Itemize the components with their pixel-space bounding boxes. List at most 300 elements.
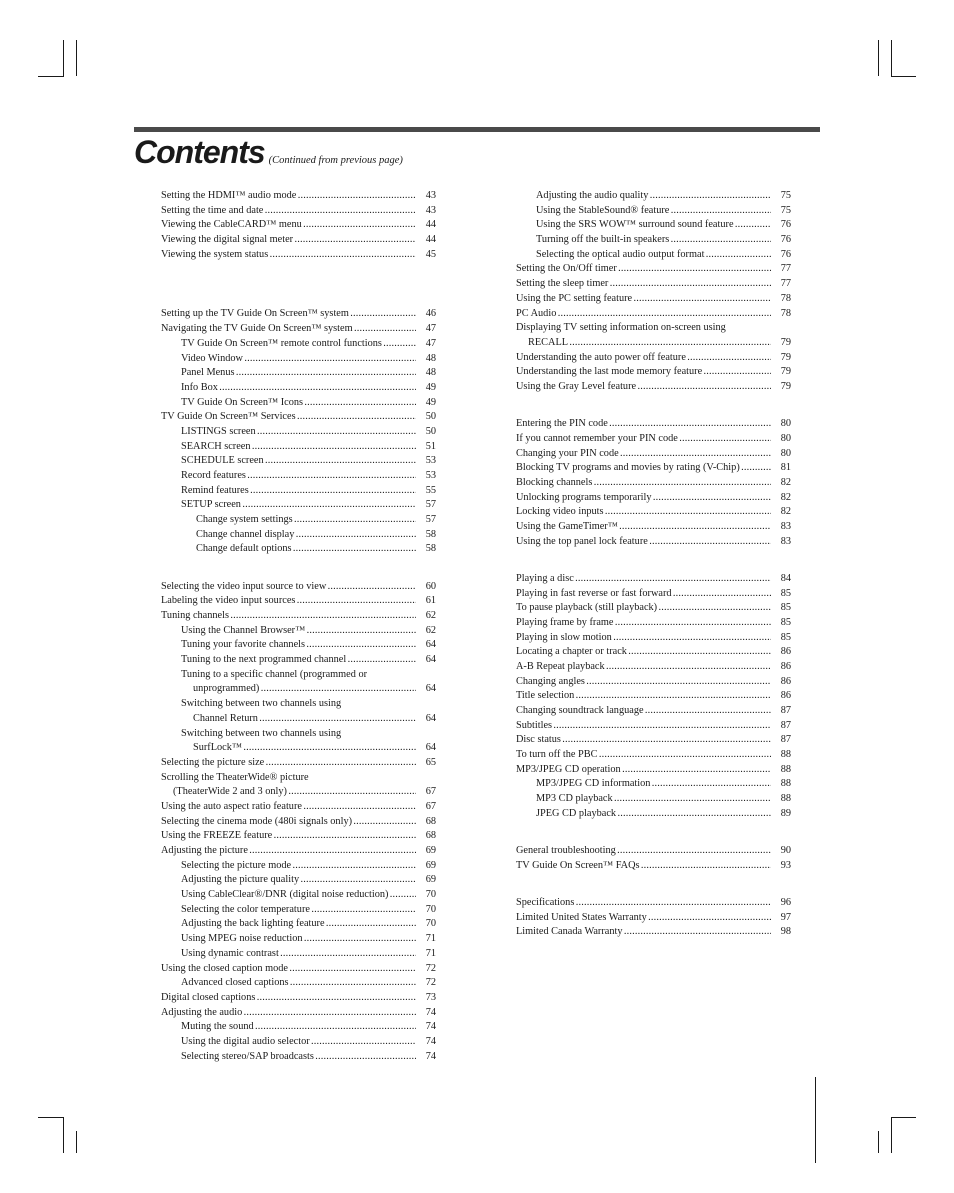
toc-entry[interactable] bbox=[516, 660, 791, 675]
toc-entry-page: 45 bbox=[425, 248, 436, 260]
toc-entry-page: 70 bbox=[425, 889, 436, 901]
toc-entry-page: 53 bbox=[425, 470, 436, 481]
toc-entry-title: Changing your PIN code . . . bbox=[516, 447, 771, 462]
toc-entry[interactable] bbox=[161, 727, 436, 742]
section-gap bbox=[516, 873, 791, 896]
toc-entry-title: Navigating the TV Guide On Screen™ system . . . bbox=[161, 322, 416, 337]
toc-entry-page: 62 bbox=[425, 624, 436, 636]
crop-mark bbox=[878, 1131, 879, 1153]
toc-entry-title: A-B Repeat playback . . . bbox=[516, 660, 771, 675]
toc-entry-page: 65 bbox=[425, 756, 436, 768]
toc-entry[interactable] bbox=[516, 321, 791, 336]
toc-entry[interactable] bbox=[161, 653, 436, 668]
toc-entry-title: TV Guide On Screen™ Icons . . . bbox=[181, 396, 416, 411]
toc-entry[interactable] bbox=[516, 675, 791, 690]
toc-entry-title: Viewing the digital signal meter . . . bbox=[161, 233, 416, 248]
toc-entry-title: Title selection . . . bbox=[516, 689, 771, 704]
toc-entry[interactable] bbox=[161, 1006, 436, 1021]
toc-entry-page: 93 bbox=[780, 859, 791, 871]
toc-entry[interactable] bbox=[161, 638, 436, 653]
toc-entry[interactable] bbox=[161, 844, 436, 859]
toc-entry-page: 74 bbox=[425, 1035, 436, 1047]
toc-column-right bbox=[516, 189, 791, 940]
toc-entry-title: Adjusting the audio . . . bbox=[161, 1006, 416, 1021]
toc-entry-title: Adjusting the picture . . . bbox=[161, 844, 416, 859]
toc-entry-title: PC Audio . . . bbox=[516, 307, 771, 322]
toc-entry-page: 49 bbox=[425, 381, 436, 393]
toc-entry[interactable] bbox=[161, 800, 436, 815]
toc-column-left bbox=[161, 189, 436, 1064]
toc-entry-page: 80 bbox=[780, 432, 791, 444]
toc-entry-title: Blocking channels . . . bbox=[516, 476, 771, 491]
toc-entry[interactable] bbox=[516, 505, 791, 520]
toc-entry-page: 80 bbox=[780, 447, 791, 459]
toc-entry[interactable] bbox=[161, 903, 436, 918]
toc-entry-page: 75 bbox=[780, 190, 791, 201]
toc-entry-title: Tuning channels . . . bbox=[161, 609, 416, 624]
toc-entry-title: MP3/JPEG CD information . . . bbox=[536, 777, 771, 792]
toc-entry[interactable] bbox=[161, 425, 436, 440]
crop-mark bbox=[63, 1117, 64, 1153]
toc-entry-page: 64 bbox=[425, 639, 436, 651]
toc-entry-page: 77 bbox=[780, 278, 791, 290]
toc-entry[interactable] bbox=[161, 410, 436, 425]
toc-entry-title: Selecting the video input source to view . . . bbox=[161, 580, 416, 595]
toc-entry-page: 43 bbox=[425, 190, 436, 201]
toc-entry[interactable] bbox=[161, 1050, 436, 1065]
toc-entry[interactable] bbox=[161, 396, 436, 411]
toc-entry-page: 84 bbox=[780, 572, 791, 584]
toc-entry-title: JPEG CD playback . . . bbox=[536, 807, 771, 822]
toc-entry-page: 60 bbox=[425, 580, 436, 592]
toc-entry[interactable] bbox=[161, 484, 436, 499]
toc-entry-title: Turning off the built-in speakers . . . bbox=[536, 233, 771, 248]
toc-entry-title: Playing a disc . . . bbox=[516, 572, 771, 587]
section-gap bbox=[161, 285, 436, 308]
toc-entry[interactable] bbox=[161, 682, 436, 697]
toc-entry-page: 79 bbox=[780, 336, 791, 348]
title-rule bbox=[134, 127, 820, 132]
toc-entry-title: SETUP screen . . . bbox=[181, 498, 416, 513]
toc-entry-title: Info Box . . . bbox=[181, 381, 416, 396]
toc-entry-page: 79 bbox=[780, 380, 791, 392]
toc-entry-title: Selecting stereo/SAP broadcasts . . . bbox=[181, 1050, 416, 1065]
toc-entry-page: 51 bbox=[425, 440, 436, 452]
toc-entry[interactable] bbox=[161, 204, 436, 219]
toc-entry[interactable] bbox=[161, 469, 436, 484]
toc-entry-title: Using the SRS WOW™ surround sound feature . . . bbox=[536, 218, 771, 233]
toc-entry-title: Selecting the optical audio output format . . . bbox=[536, 248, 771, 263]
toc-entry-page: 76 bbox=[780, 234, 791, 246]
toc-entry-title: Setting the HDMI™ audio mode . . . bbox=[161, 189, 416, 204]
toc-entry-page: 72 bbox=[425, 977, 436, 989]
toc-entry-page: 76 bbox=[780, 219, 791, 231]
toc-entry[interactable] bbox=[161, 932, 436, 947]
toc-entry-title: Blocking TV programs and movies by rating (V-Chip) . . . bbox=[516, 461, 771, 476]
toc-entry-page: 85 bbox=[780, 587, 791, 599]
toc-entry[interactable] bbox=[516, 704, 791, 719]
toc-entry[interactable] bbox=[161, 322, 436, 337]
toc-entry-title: TV Guide On Screen™ FAQs . . . bbox=[516, 859, 771, 874]
toc-entry[interactable] bbox=[161, 756, 436, 771]
toc-entry[interactable] bbox=[516, 601, 791, 616]
toc-entry-title: Change channel display . . . bbox=[196, 528, 416, 543]
toc-entry-page: 64 bbox=[425, 742, 436, 754]
crop-mark bbox=[878, 40, 879, 76]
toc-entry-page: 88 bbox=[780, 763, 791, 775]
toc-entry-page: 82 bbox=[780, 476, 791, 488]
toc-entry[interactable] bbox=[161, 542, 436, 557]
toc-entry-title: TV Guide On Screen™ Services . . . bbox=[161, 410, 416, 425]
toc-entry-title: Viewing the CableCARD™ menu . . . bbox=[161, 218, 416, 233]
toc-entry-page: 74 bbox=[425, 1006, 436, 1018]
toc-entry[interactable] bbox=[516, 204, 791, 219]
toc-entry[interactable] bbox=[161, 917, 436, 932]
toc-entry-title: Using the digital audio selector . . . bbox=[181, 1035, 416, 1050]
toc-entry-page: 44 bbox=[425, 219, 436, 231]
toc-entry[interactable] bbox=[516, 792, 791, 807]
toc-entry[interactable] bbox=[161, 307, 436, 322]
toc-entry-title: Changing soundtrack language . . . bbox=[516, 704, 771, 719]
toc-entry-title: Tuning your favorite channels . . . bbox=[181, 638, 416, 653]
toc-entry-title: Selecting the picture size . . . bbox=[161, 756, 416, 771]
toc-entry[interactable] bbox=[516, 417, 791, 432]
toc-entry-title: Using the top panel lock feature . . . bbox=[516, 535, 771, 550]
toc-entry-page: 48 bbox=[425, 367, 436, 379]
toc-entry-title: SurfLock™ . . . bbox=[193, 741, 416, 756]
toc-entry-page: 86 bbox=[780, 675, 791, 687]
toc-entry[interactable] bbox=[161, 697, 436, 712]
toc-entry-title: Adjusting the back lighting feature . . . bbox=[181, 917, 416, 932]
toc-entry-title: RECALL . . . bbox=[528, 336, 771, 351]
toc-entry-title: Using CableClear®/DNR (digital noise reduction) . . . bbox=[181, 888, 416, 903]
toc-entry-page: 62 bbox=[425, 610, 436, 621]
toc-entry-page: 81 bbox=[780, 462, 791, 474]
toc-entry[interactable] bbox=[516, 844, 791, 859]
section-gap bbox=[516, 549, 791, 572]
section-gap bbox=[161, 557, 436, 580]
toc-entry-page: 88 bbox=[780, 749, 791, 761]
toc-entry-page: 64 bbox=[425, 683, 436, 695]
toc-entry-page: 88 bbox=[780, 793, 791, 805]
toc-entry[interactable] bbox=[161, 189, 436, 204]
toc-entry-title: Channel Return . . . bbox=[193, 712, 416, 727]
toc-entry-title: LISTINGS screen . . . bbox=[181, 425, 416, 440]
toc-entry[interactable] bbox=[516, 587, 791, 602]
toc-entry[interactable] bbox=[516, 896, 791, 911]
toc-entry-page: 58 bbox=[425, 543, 436, 555]
toc-entry-title: Labeling the video input sources . . . bbox=[161, 594, 416, 609]
toc-entry[interactable] bbox=[516, 476, 791, 491]
toc-entry[interactable] bbox=[516, 292, 791, 307]
toc-entry-title: Using the closed caption mode . . . bbox=[161, 962, 416, 977]
toc-entry-title: Specifications . . . bbox=[516, 896, 771, 911]
toc-entry-page: 50 bbox=[425, 411, 436, 423]
toc-entry[interactable] bbox=[516, 365, 791, 380]
toc-entry[interactable] bbox=[516, 218, 791, 233]
toc-entry-page: 58 bbox=[425, 528, 436, 540]
toc-entry-title: SEARCH screen . . . bbox=[181, 440, 416, 455]
toc-entry-page: 44 bbox=[425, 234, 436, 246]
toc-entry-page: 69 bbox=[425, 874, 436, 886]
toc-entry-title: MP3 CD playback . . . bbox=[536, 792, 771, 807]
toc-entry-page: 61 bbox=[425, 595, 436, 607]
toc-entry-title: TV Guide On Screen™ remote control functions . . . bbox=[181, 337, 416, 352]
page-header bbox=[134, 134, 403, 171]
toc-entry-title: Using the StableSound® feature . . . bbox=[536, 204, 771, 219]
toc-entry[interactable] bbox=[516, 733, 791, 748]
toc-entry-page: 86 bbox=[780, 660, 791, 672]
toc-entry[interactable] bbox=[161, 947, 436, 962]
toc-entry[interactable] bbox=[161, 712, 436, 727]
toc-entry-title: Adjusting the picture quality . . . bbox=[181, 873, 416, 888]
toc-entry-page: 85 bbox=[780, 616, 791, 628]
toc-entry-page: 88 bbox=[780, 778, 791, 790]
toc-entry-title: Tuning to a specific channel (programmed or bbox=[181, 668, 368, 680]
crop-mark bbox=[76, 40, 77, 76]
toc-entry-title: Viewing the system status . . . bbox=[161, 248, 416, 263]
toc-entry-page: 57 bbox=[425, 514, 436, 526]
toc-entry[interactable] bbox=[516, 631, 791, 646]
toc-entry[interactable] bbox=[161, 609, 436, 624]
toc-entry-page: 69 bbox=[425, 845, 436, 856]
toc-entry[interactable] bbox=[516, 777, 791, 792]
toc-entry-page: 70 bbox=[425, 918, 436, 930]
toc-entry[interactable] bbox=[161, 962, 436, 977]
toc-entry[interactable] bbox=[161, 1035, 436, 1050]
toc-entry[interactable] bbox=[161, 580, 436, 595]
toc-entry-title: Digital closed captions . . . bbox=[161, 991, 416, 1006]
toc-entry[interactable] bbox=[161, 888, 436, 903]
toc-entry-page: 78 bbox=[780, 292, 791, 304]
toc-entry-title: Using the Channel Browser™ . . . bbox=[181, 624, 416, 639]
toc-entry[interactable] bbox=[516, 925, 791, 940]
toc-entry-title: Advanced closed captions . . . bbox=[181, 976, 416, 991]
toc-entry[interactable] bbox=[161, 976, 436, 991]
toc-entry-title: Using the PC setting feature . . . bbox=[516, 292, 771, 307]
crop-mark bbox=[38, 76, 64, 77]
toc-entry-page: 80 bbox=[780, 418, 791, 430]
toc-entry-page: 73 bbox=[425, 991, 436, 1003]
toc-entry-page: 68 bbox=[425, 830, 436, 842]
toc-entry-page: 86 bbox=[780, 690, 791, 702]
toc-entry-page: 64 bbox=[425, 654, 436, 666]
toc-entry-page: 64 bbox=[425, 712, 436, 724]
toc-entry[interactable] bbox=[516, 491, 791, 506]
toc-entry-page: 57 bbox=[425, 499, 436, 511]
crop-mark bbox=[63, 40, 64, 76]
toc-entry-page: 75 bbox=[780, 204, 791, 216]
toc-entry[interactable] bbox=[161, 218, 436, 233]
toc-entry[interactable] bbox=[516, 520, 791, 535]
toc-entry-page: 48 bbox=[425, 352, 436, 364]
toc-entry[interactable] bbox=[161, 785, 436, 800]
toc-entry[interactable] bbox=[161, 624, 436, 639]
margin-rule bbox=[815, 1077, 816, 1163]
toc-entry-title: Using the FREEZE feature . . . bbox=[161, 829, 416, 844]
toc-entry-title: (TheaterWide 2 and 3 only) . . . bbox=[173, 785, 416, 800]
toc-entry-title: Selecting the color temperature . . . bbox=[181, 903, 416, 918]
toc-entry-page: 87 bbox=[780, 705, 791, 716]
toc-entry[interactable] bbox=[516, 461, 791, 476]
toc-entry[interactable] bbox=[516, 719, 791, 734]
toc-entry-page: 82 bbox=[780, 491, 791, 503]
toc-entry[interactable] bbox=[516, 911, 791, 926]
toc-entry-title: Switching between two channels using bbox=[181, 698, 342, 710]
toc-entry[interactable] bbox=[161, 381, 436, 396]
toc-entry[interactable] bbox=[516, 763, 791, 778]
toc-entry[interactable] bbox=[516, 233, 791, 248]
toc-entry-title: Limited United States Warranty . . . bbox=[516, 911, 771, 926]
toc-entry-title: To turn off the PBC . . . bbox=[516, 748, 771, 763]
toc-entry-title: Entering the PIN code . . . bbox=[516, 417, 771, 432]
toc-entry[interactable] bbox=[516, 262, 791, 277]
toc-entry[interactable] bbox=[161, 440, 436, 455]
toc-entry[interactable] bbox=[516, 248, 791, 263]
toc-entry-page: 71 bbox=[425, 933, 436, 945]
toc-entry-page: 53 bbox=[425, 455, 436, 467]
toc-entry-page: 85 bbox=[780, 631, 791, 643]
toc-entry-page: 78 bbox=[780, 307, 791, 319]
toc-entry-title: Unlocking programs temporarily . . . bbox=[516, 491, 771, 506]
toc-entry-page: 96 bbox=[780, 896, 791, 908]
toc-entry[interactable] bbox=[161, 815, 436, 830]
toc-entry-page: 85 bbox=[780, 602, 791, 614]
toc-entry-page: 49 bbox=[425, 396, 436, 408]
toc-entry-page: 83 bbox=[780, 520, 791, 532]
toc-entry-title: Setting the On/Off timer . . . bbox=[516, 262, 771, 277]
toc-entry-title: Changing angles . . . bbox=[516, 675, 771, 690]
page-subtitle: (Continued from previous page) bbox=[268, 155, 403, 166]
toc-entry-page: 83 bbox=[780, 535, 791, 547]
toc-entry-page: 77 bbox=[780, 263, 791, 275]
toc-entry[interactable] bbox=[161, 771, 436, 786]
toc-entry-title: Locating a chapter or track . . . bbox=[516, 645, 771, 660]
toc-entry[interactable] bbox=[516, 189, 791, 204]
page-title: Contents bbox=[134, 134, 265, 170]
toc-entry-page: 79 bbox=[780, 351, 791, 363]
crop-mark bbox=[891, 76, 916, 77]
toc-entry-page: 68 bbox=[425, 815, 436, 827]
toc-entry[interactable] bbox=[516, 748, 791, 763]
toc-entry[interactable] bbox=[516, 535, 791, 550]
toc-entry[interactable] bbox=[516, 645, 791, 660]
toc-entry[interactable] bbox=[161, 991, 436, 1006]
toc-entry[interactable] bbox=[161, 248, 436, 263]
toc-entry[interactable] bbox=[516, 689, 791, 704]
toc-entry[interactable] bbox=[516, 307, 791, 322]
toc-entry-title: Using the auto aspect ratio feature . . . bbox=[161, 800, 416, 815]
toc-entry-page: 90 bbox=[780, 845, 791, 856]
toc-entry[interactable] bbox=[161, 859, 436, 874]
toc-entry-page: 71 bbox=[425, 947, 436, 959]
toc-entry-title: Locking video inputs . . . bbox=[516, 505, 771, 520]
toc-entry-page: 47 bbox=[425, 337, 436, 349]
crop-mark bbox=[891, 1117, 892, 1153]
toc-entry-page: 43 bbox=[425, 204, 436, 216]
toc-entry[interactable] bbox=[161, 1020, 436, 1035]
toc-entry-title: Scrolling the TheaterWide® picture bbox=[161, 771, 309, 783]
toc-entry-title: Playing in fast reverse or fast forward . . . bbox=[516, 587, 771, 602]
crop-mark bbox=[76, 1131, 77, 1153]
toc-entry-page: 82 bbox=[780, 506, 791, 518]
toc-entry-page: 50 bbox=[425, 425, 436, 437]
toc-entry-title: Using dynamic contrast . . . bbox=[181, 947, 416, 962]
toc-entry[interactable] bbox=[516, 277, 791, 292]
toc-entry-page: 70 bbox=[425, 903, 436, 915]
toc-entry-title: Tuning to the next programmed channel . . . bbox=[181, 653, 416, 668]
toc-entry-title: Setting the time and date . . . bbox=[161, 204, 416, 219]
toc-entry-title: Panel Menus . . . bbox=[181, 366, 416, 381]
toc-entry-title: unprogrammed) . . . bbox=[193, 682, 416, 697]
toc-entry[interactable] bbox=[161, 337, 436, 352]
toc-entry-title: SCHEDULE screen . . . bbox=[181, 454, 416, 469]
toc-entry[interactable] bbox=[516, 351, 791, 366]
toc-entry[interactable] bbox=[516, 432, 791, 447]
toc-entry-page: 74 bbox=[425, 1021, 436, 1033]
toc-entry[interactable] bbox=[516, 380, 791, 395]
toc-entry[interactable] bbox=[161, 594, 436, 609]
toc-entry[interactable] bbox=[161, 454, 436, 469]
toc-entry-page: 87 bbox=[780, 734, 791, 746]
toc-entry-title: Subtitles . . . bbox=[516, 719, 771, 734]
toc-entry[interactable] bbox=[516, 616, 791, 631]
toc-entry-title: Selecting the picture mode . . . bbox=[181, 859, 416, 874]
toc-entry-title: Video Window . . . bbox=[181, 352, 416, 367]
toc-entry-title: Muting the sound . . . bbox=[181, 1020, 416, 1035]
toc-entry-title: Setting up the TV Guide On Screen™ system . . . bbox=[161, 307, 416, 322]
toc-entry[interactable] bbox=[161, 873, 436, 888]
toc-entry-title: Playing in slow motion . . . bbox=[516, 631, 771, 646]
toc-entry-page: 89 bbox=[780, 807, 791, 819]
toc-entry-title: Using MPEG noise reduction . . . bbox=[181, 932, 416, 947]
toc-entry[interactable] bbox=[161, 366, 436, 381]
toc-entry-title: Adjusting the audio quality . . . bbox=[536, 189, 771, 204]
toc-entry-page: 97 bbox=[780, 911, 791, 923]
toc-entry-title: Limited Canada Warranty . . . bbox=[516, 925, 771, 940]
section-gap bbox=[516, 822, 791, 845]
toc-entry-page: 67 bbox=[425, 786, 436, 798]
toc-entry-title: Understanding the last mode memory feature . . . bbox=[516, 365, 771, 380]
toc-entry[interactable] bbox=[161, 498, 436, 513]
toc-entry[interactable] bbox=[516, 447, 791, 462]
toc-entry[interactable] bbox=[161, 829, 436, 844]
toc-entry-page: 69 bbox=[425, 859, 436, 871]
toc-entry[interactable] bbox=[516, 807, 791, 822]
toc-entry[interactable] bbox=[516, 336, 791, 351]
toc-entry-title: MP3/JPEG CD operation . . . bbox=[516, 763, 771, 778]
toc-entry-title: Selecting the cinema mode (480i signals only) . . . bbox=[161, 815, 416, 830]
toc-entry[interactable] bbox=[161, 352, 436, 367]
toc-entry-title: If you cannot remember your PIN code . . . bbox=[516, 432, 771, 447]
toc-entry-page: 67 bbox=[425, 800, 436, 812]
section-gap bbox=[161, 262, 436, 285]
toc-entry-title: Playing frame by frame . . . bbox=[516, 616, 771, 631]
toc-entry-title: Switching between two channels using bbox=[181, 727, 342, 739]
toc-entry-page: 87 bbox=[780, 719, 791, 731]
toc-entry-page: 55 bbox=[425, 484, 436, 496]
toc-entry-page: 72 bbox=[425, 962, 436, 974]
toc-entry[interactable] bbox=[516, 859, 791, 874]
toc-entry[interactable] bbox=[161, 233, 436, 248]
toc-entry[interactable] bbox=[161, 668, 436, 683]
toc-entry[interactable] bbox=[516, 572, 791, 587]
toc-entry[interactable] bbox=[161, 513, 436, 528]
toc-entry[interactable] bbox=[161, 528, 436, 543]
toc-entry[interactable] bbox=[161, 741, 436, 756]
toc-entry-title: Disc status . . . bbox=[516, 733, 771, 748]
toc-entry-title: Understanding the auto power off feature . . . bbox=[516, 351, 771, 366]
